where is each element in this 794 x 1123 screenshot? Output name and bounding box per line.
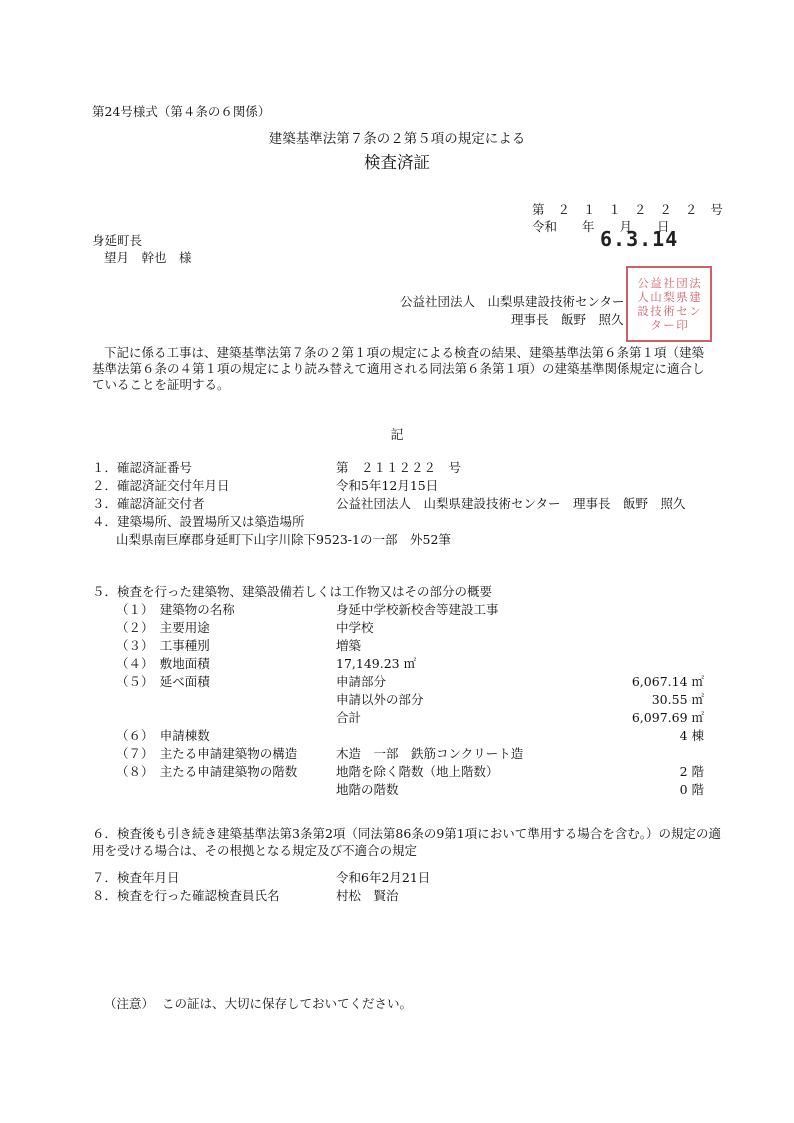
seal-char: 梨 xyxy=(663,290,675,304)
seal-char: セ xyxy=(676,304,688,318)
seal-char: 設 xyxy=(637,304,649,318)
seal-char: 印 xyxy=(676,318,688,332)
floors-below-label: 地階の階数 xyxy=(336,782,399,797)
intro-paragraph: 下記に係る工事は、建築基準法第７条の２第１項の規定による検査の結果、建築基準法第６条第１項（建築基準法第６条の４第１項の規定により読み替えて適用される同法第６条第１項）の建築基準関係規定に適合していることを証明する。 xyxy=(92,345,705,392)
ki-heading: 記 xyxy=(390,428,404,443)
item-1-label: １．確認済証番号 xyxy=(92,460,193,475)
item-5-8-label: （８） 主たる申請建築物の階数 xyxy=(116,764,298,779)
form-label: 第24号様式（第４条の６関係） xyxy=(92,104,271,119)
floor-area-total-label: 合計 xyxy=(336,710,362,725)
floors-above-label: 地階を除く階数（地上階数） xyxy=(336,764,499,779)
addressee-name: 望月 幹也 様 xyxy=(104,250,192,265)
item-5-3-label: （３） 工事種別 xyxy=(116,638,210,653)
issuer-person: 理事長 飯野 照久 xyxy=(511,312,624,327)
seal-char: 法 xyxy=(689,276,701,290)
floor-area-other-value: 30.55 ㎡ xyxy=(651,692,704,707)
item-5-1-label: （１） 建築物の名称 xyxy=(116,602,235,617)
item-5-2-label: （２） 主要用途 xyxy=(116,620,210,635)
item-5-3-value: 増築 xyxy=(336,638,362,653)
seal-char: 山 xyxy=(650,290,662,304)
seal-char: 建 xyxy=(689,290,701,304)
item-5-4-value: 17,149.23 ㎡ xyxy=(336,656,417,671)
item-4-label: ４．建築場所、設置場所又は築造場所 xyxy=(92,514,305,529)
item-5-6-label: （６） 申請棟数 xyxy=(116,728,210,743)
item-7-value: 令和6年2月21日 xyxy=(336,870,431,885)
item-5-7-label: （７） 主たる申請建築物の構造 xyxy=(116,746,298,761)
floors-above-value: 2 階 xyxy=(679,764,704,779)
title-line1: 建築基準法第７条の２第５項の規定による xyxy=(268,131,526,147)
seal-char: 術 xyxy=(663,304,675,318)
item-2-value: 令和5年12月15日 xyxy=(336,478,439,493)
seal-char: ー xyxy=(663,318,675,332)
item-1-value: 第 ２１１２２２ 号 xyxy=(336,460,462,475)
item-4-value: 山梨県南巨摩郡身延町下山字川除下9523-1の一部 外52筆 xyxy=(116,532,451,547)
item-5-7-value: 木造 一部 鉄筋コンクリート造 xyxy=(336,746,524,761)
item-8-value: 村松 賢治 xyxy=(336,888,399,903)
item-8-label: ８．検査を行った確認検査員氏名 xyxy=(92,888,280,903)
item-5-1-value: 身延中学校新校舎等建設工事 xyxy=(336,602,499,617)
floor-area-applied-value: 6,067.14 ㎡ xyxy=(631,674,704,689)
date-line: 令和 年 月 日 xyxy=(532,219,670,234)
seal-char: 技 xyxy=(650,304,662,318)
item-3-label: ３．確認済証交付者 xyxy=(92,496,205,511)
item-2-label: ２．確認済証交付年月日 xyxy=(92,478,230,493)
footnote-label: （注意） xyxy=(104,996,155,1011)
doc-number: 第 ２ １ １ ２ ２ ２ 号 xyxy=(532,202,728,217)
seal-char: 社 xyxy=(663,276,675,290)
item-5-6-value: 4 棟 xyxy=(679,728,704,743)
seal-char: 県 xyxy=(676,290,688,304)
footnote-text: この証は、大切に保存しておいてください。 xyxy=(162,996,413,1011)
seal-char: 団 xyxy=(676,276,688,290)
seal-char: 益 xyxy=(650,276,662,290)
item-7-label: ７．検査年月日 xyxy=(92,870,180,885)
seal-char: 人 xyxy=(637,290,649,304)
floor-area-applied-label: 申請部分 xyxy=(336,674,387,689)
handwritten-date: 6.3.14 xyxy=(600,227,679,251)
item-5-4-label: （４） 敷地面積 xyxy=(116,656,210,671)
page-title: 検査済証 xyxy=(364,153,430,172)
item-5-5-label: （５） 延べ面積 xyxy=(116,674,210,689)
seal-char: 公 xyxy=(637,276,649,290)
item-3-value: 公益社団法人 山梨県建設技術センター 理事長 飯野 照久 xyxy=(336,496,686,511)
item-5-label: ５．検査を行った建築物、建築設備若しくは工作物又はその部分の概要 xyxy=(92,584,493,599)
seal-char: ン xyxy=(689,304,701,318)
item-5-2-value: 中学校 xyxy=(336,620,374,635)
item-6-text: ６．検査後も引き続き建築基準法第3条第2項（同法第86条の9第1項において準用する場合を含む。）の規定の適用を受ける場合は、その根拠となる規定及び不適合の規定 xyxy=(92,826,721,858)
floor-area-other-label: 申請以外の部分 xyxy=(336,692,424,707)
floors-below-value: 0 階 xyxy=(679,782,704,797)
floor-area-total-value: 6,097.69 ㎡ xyxy=(631,710,704,725)
seal-char: タ xyxy=(650,318,662,332)
official-seal xyxy=(626,266,712,342)
issuer-org: 公益社団法人 山梨県建設技術センター xyxy=(400,294,625,309)
addressee-title: 身延町長 xyxy=(92,233,143,248)
